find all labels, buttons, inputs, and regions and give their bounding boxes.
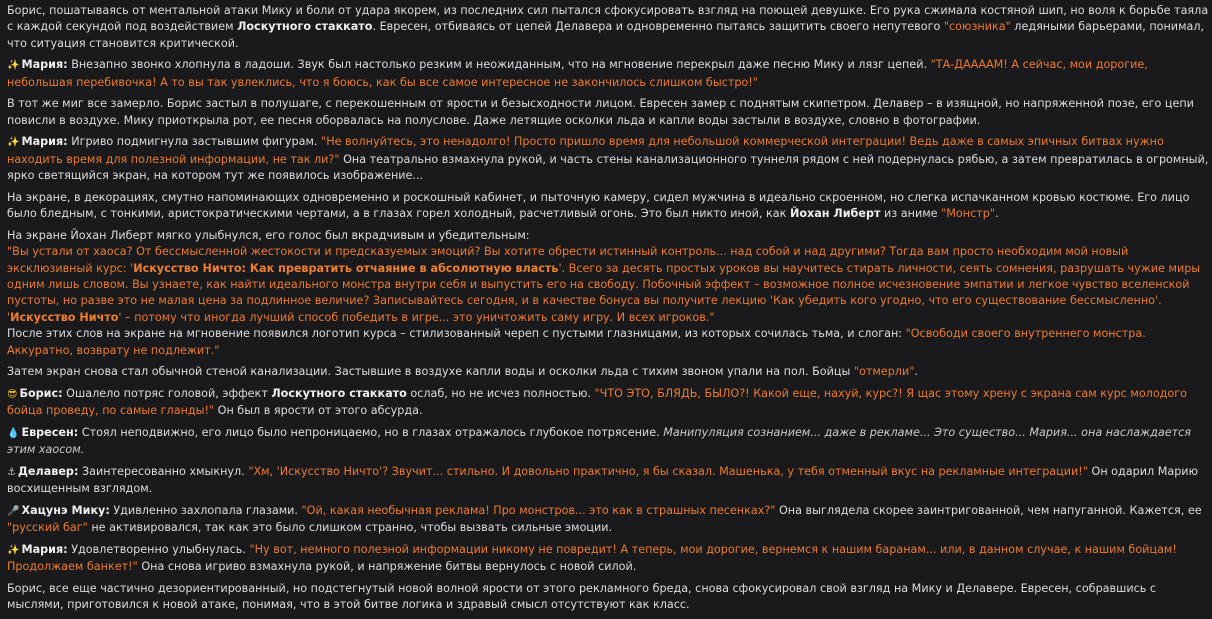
narration-text: На экране Йохан Либерт мягко улыбнулся, его голос был вкрадчивым и убедительным: [7, 228, 530, 242]
narration-text: Стоял неподвижно, его лицо было непроницаемо, но в глазах отражалось глубокое потрясение. [78, 425, 664, 439]
narration-text: В тот же миг все замерло. Борис застыл в полушаге, с перекошенным от ярости и безысходности лицом. Евресен замер с поднятым скипетром. Делавер – в изящной, но напряженной позе, его цепи повисли в воздухе. Мику приоткрыла рот, ее песня оборвалась на полуслове. Даже летящие осколки льда и капли воды застыли в воздухе, словно в фотографии. [7, 97, 1194, 127]
narration-text: из аниме [880, 207, 942, 221]
speaker-name: Мария: [21, 58, 68, 72]
quoted-speech: "Не волнуйтесь, это ненадолго! Просто пришло время для небольшой коммерческой интеграции! Ведь даже в самых эпичных битвах нужно находить время для полезной информации, не так ли?" [7, 135, 1164, 166]
narration-text: Борис, все еще частично дезориентированный, но подстегнутый новой волной ярости от этого рекламного бреда, снова сфокусировал свой взгляд на Мику и Делавере. Евресен, собравшись с мыслями, приготовился к новой атаке, понимая, что в этой битве логика и здравый смысл отсутствуют как класс. [7, 581, 1157, 612]
sparkle-icon: ✨ [7, 544, 20, 556]
narration-text: Борис, пошатываясь от ментальной атаки Мику и боли от удара якорем, из последних сил пытался сфокусировать взгляд на поющей девушке. Его рука сжимала костяной шип, но воля к борьбе таяла с каждой секундой под воздействием [7, 4, 1209, 34]
narration-text: Она снова игриво взмахнула рукой, и напряжение битвы вернулось с новой силой. [137, 560, 637, 574]
narration-text: . Евресен, отбиваясь от цепей Делавера и одновременно пытаясь защитить своего непутевого [372, 20, 944, 34]
chat-paragraph [7, 542, 1209, 576]
chat-paragraph [7, 503, 1209, 537]
chat-paragraph [7, 134, 1209, 184]
narration-text: . [914, 365, 918, 379]
narration-text: Удовлетворенно улыбнулась. [67, 542, 250, 556]
narration-text: Она театрально взмахнула рукой, и часть стены канализационного туннеля рядом с ней подернулась рябью, а затем превратилась в огромный, ярко светящийся экран, на котором тут же появилось изображение... [7, 152, 1209, 183]
narration-text: Заинтересованно хмыкнул. [78, 464, 249, 478]
narration-text: Он одарил Марию восхищенным взглядом. [7, 464, 1198, 496]
narration-text: Она выглядела скорее заинтригованной, чем напуганной. Кажется, ее [775, 503, 1202, 517]
quoted-speech: "союзника" [943, 20, 1011, 34]
quoted-bold-title: Искусство Ничто [10, 310, 119, 324]
quoted-speech: "Монстр" [941, 207, 995, 221]
quoted-speech: '. Всего за десять простых уроков вы научитесь стирать личности, сеять сомнения, разрушать чужие миры одним лишь словом. Вы узнаете, как найти идеального монстра внутри себя и выпустить его на свободу. Побочный эффект – возможное полное исчезновение эмпатии и легкое чувство вселенской пустоты, но разве это не малая цена за подлинное величие? Записывайтесь сегодня, и в качестве бонуса вы получите лекцию 'Как убедить кого угодно, что его существование бессмысленно'. ' [7, 261, 1201, 324]
narration-text: не активировался, так как это было слишком странно, чтобы вызвать сильные эмоции. [87, 521, 613, 535]
quoted-speech: "Хм, 'Искусство Ничто'? Звучит... стильно. И довольно практично, я бы сказал. Машенька, у тебя отменный вкус на рекламные интеграции!" [248, 464, 1088, 478]
anchor-icon: ⚓ [7, 466, 16, 478]
speaker-name: Лоскутного стаккато [237, 20, 373, 34]
chat-paragraph [7, 57, 1209, 91]
chat-paragraph [7, 464, 1209, 498]
chat-log [7, 3, 1209, 619]
chat-paragraph [7, 581, 1209, 614]
narration-text: Удивленно захлопала глазами. [109, 503, 302, 517]
quoted-speech: ' – потому что иногда лучший способ победить в игре... это уничтожить саму игру. И всех игроков." [118, 310, 715, 324]
narration-text: На экране, в декорациях, смутно напоминающих одновременно и роскошный кабинет, и пыточную камеру, сидел мужчина в идеально скроенном, но слегка испачканном кровью костюме. Его лицо было бледным, с тонкими, аристократическими чертами, а в глазах горел холодный, расчетливый огонь. Это был никто иной, как [7, 190, 1190, 221]
mic-icon: 🎤 [7, 505, 20, 517]
smile-icon: 😎 [7, 388, 18, 400]
speaker-name: Борис: [19, 386, 63, 400]
quoted-speech: "Ну вот, немного полезной информации никому не повредит! А теперь, мои дорогие, вернемся к нашим баранам... или, в данном случае, к нашим бойцам! Продолжаем банкет!" [7, 542, 1177, 574]
narration-text: Ошалело потряс головой, эффект [62, 386, 272, 400]
chat-paragraph [7, 3, 1209, 52]
narration-text: Он был в ярости от этого абсурда. [214, 404, 423, 418]
narration-text: . [994, 207, 999, 221]
quoted-speech: "отмерли" [853, 365, 915, 379]
speaker-name: Мария: [21, 135, 68, 149]
quoted-speech: "Вы устали от хаоса? От бессмысленной жестокости и предсказуемых эмоций? Вы хотите обрести истинный контроль... над собой и над другими? Тогда вам просто необходим мой новый эксклюзивный курс: ' [7, 245, 1129, 275]
narration-text: Внезапно звонко хлопнула в ладоши. Звук был настолько резким и неожиданным, что на мгновение перекрыл даже песню Мику и лязг цепей. [67, 58, 931, 72]
speaker-name: Йохан Либерт [789, 207, 881, 221]
quoted-speech: "Ой, какая необычная реклама! Про монстров... это как в страшных песенках?" [301, 503, 776, 517]
speaker-name: Мария: [21, 542, 68, 556]
narration-text: Игриво подмигнула застывшим фигурам. [67, 135, 322, 149]
quoted-speech: "Освободи своего внутреннего монстра. Аккуратно, возврату не подлежит." [7, 327, 1146, 357]
narration-text: ослаб, но не исчез полностью. [406, 386, 595, 400]
chat-paragraph [7, 190, 1209, 223]
speaker-name: Делавер: [17, 464, 79, 478]
chat-paragraph [7, 425, 1209, 459]
inner-thought: Манипуляция сознанием... даже в рекламе... Это существо... Мария... она наслаждается этим хаосом. [7, 425, 1192, 457]
chat-paragraph [7, 96, 1209, 129]
speaker-name: Лоскутного стаккато [271, 386, 407, 400]
quoted-speech: "ТА-ДААААМ! А сейчас, мои дорогие, небольшая перебивочка! А то вы так увлеклись, что я боюсь, как бы все самое интересное не закончилось слишком быстро!" [7, 58, 1148, 89]
chat-paragraph [7, 364, 1209, 380]
chat-paragraph [7, 228, 1209, 359]
speaker-name: Хацунэ Мику: [21, 503, 110, 517]
quoted-bold-title: Искусство Ничто: Как превратить отчаяние в абсолютную власть [133, 261, 559, 275]
chat-paragraph [7, 386, 1209, 420]
quoted-speech: "ЧТО ЭТО, БЛЯДЬ, БЫЛО?! Какой еще, нахуй, курс?! Я щас этому хрену с экрана сам курс молодого бойца проведу, по самые гланды!" [7, 386, 1187, 418]
narration-text: Затем экран снова стал обычной стеной канализации. Застывшие в воздухе капли воды и осколки льда с тихим звоном упали на пол. Бойцы [7, 365, 854, 379]
narration-text: После этих слов на экране на мгновение появился логотип курса – стилизованный череп с пустыми глазницами, из которых сочилась тьма, и слоган: [7, 327, 906, 341]
speaker-name: Евресен: [21, 425, 79, 439]
sparkle-icon: ✨ [7, 137, 20, 149]
narration-text: ледяными барьерами, понимал, что ситуация становится критической. [7, 20, 1205, 50]
quoted-speech: "русский баг" [7, 521, 88, 535]
sparkle-icon: ✨ [7, 60, 20, 72]
drop-icon: 💧 [7, 427, 20, 439]
